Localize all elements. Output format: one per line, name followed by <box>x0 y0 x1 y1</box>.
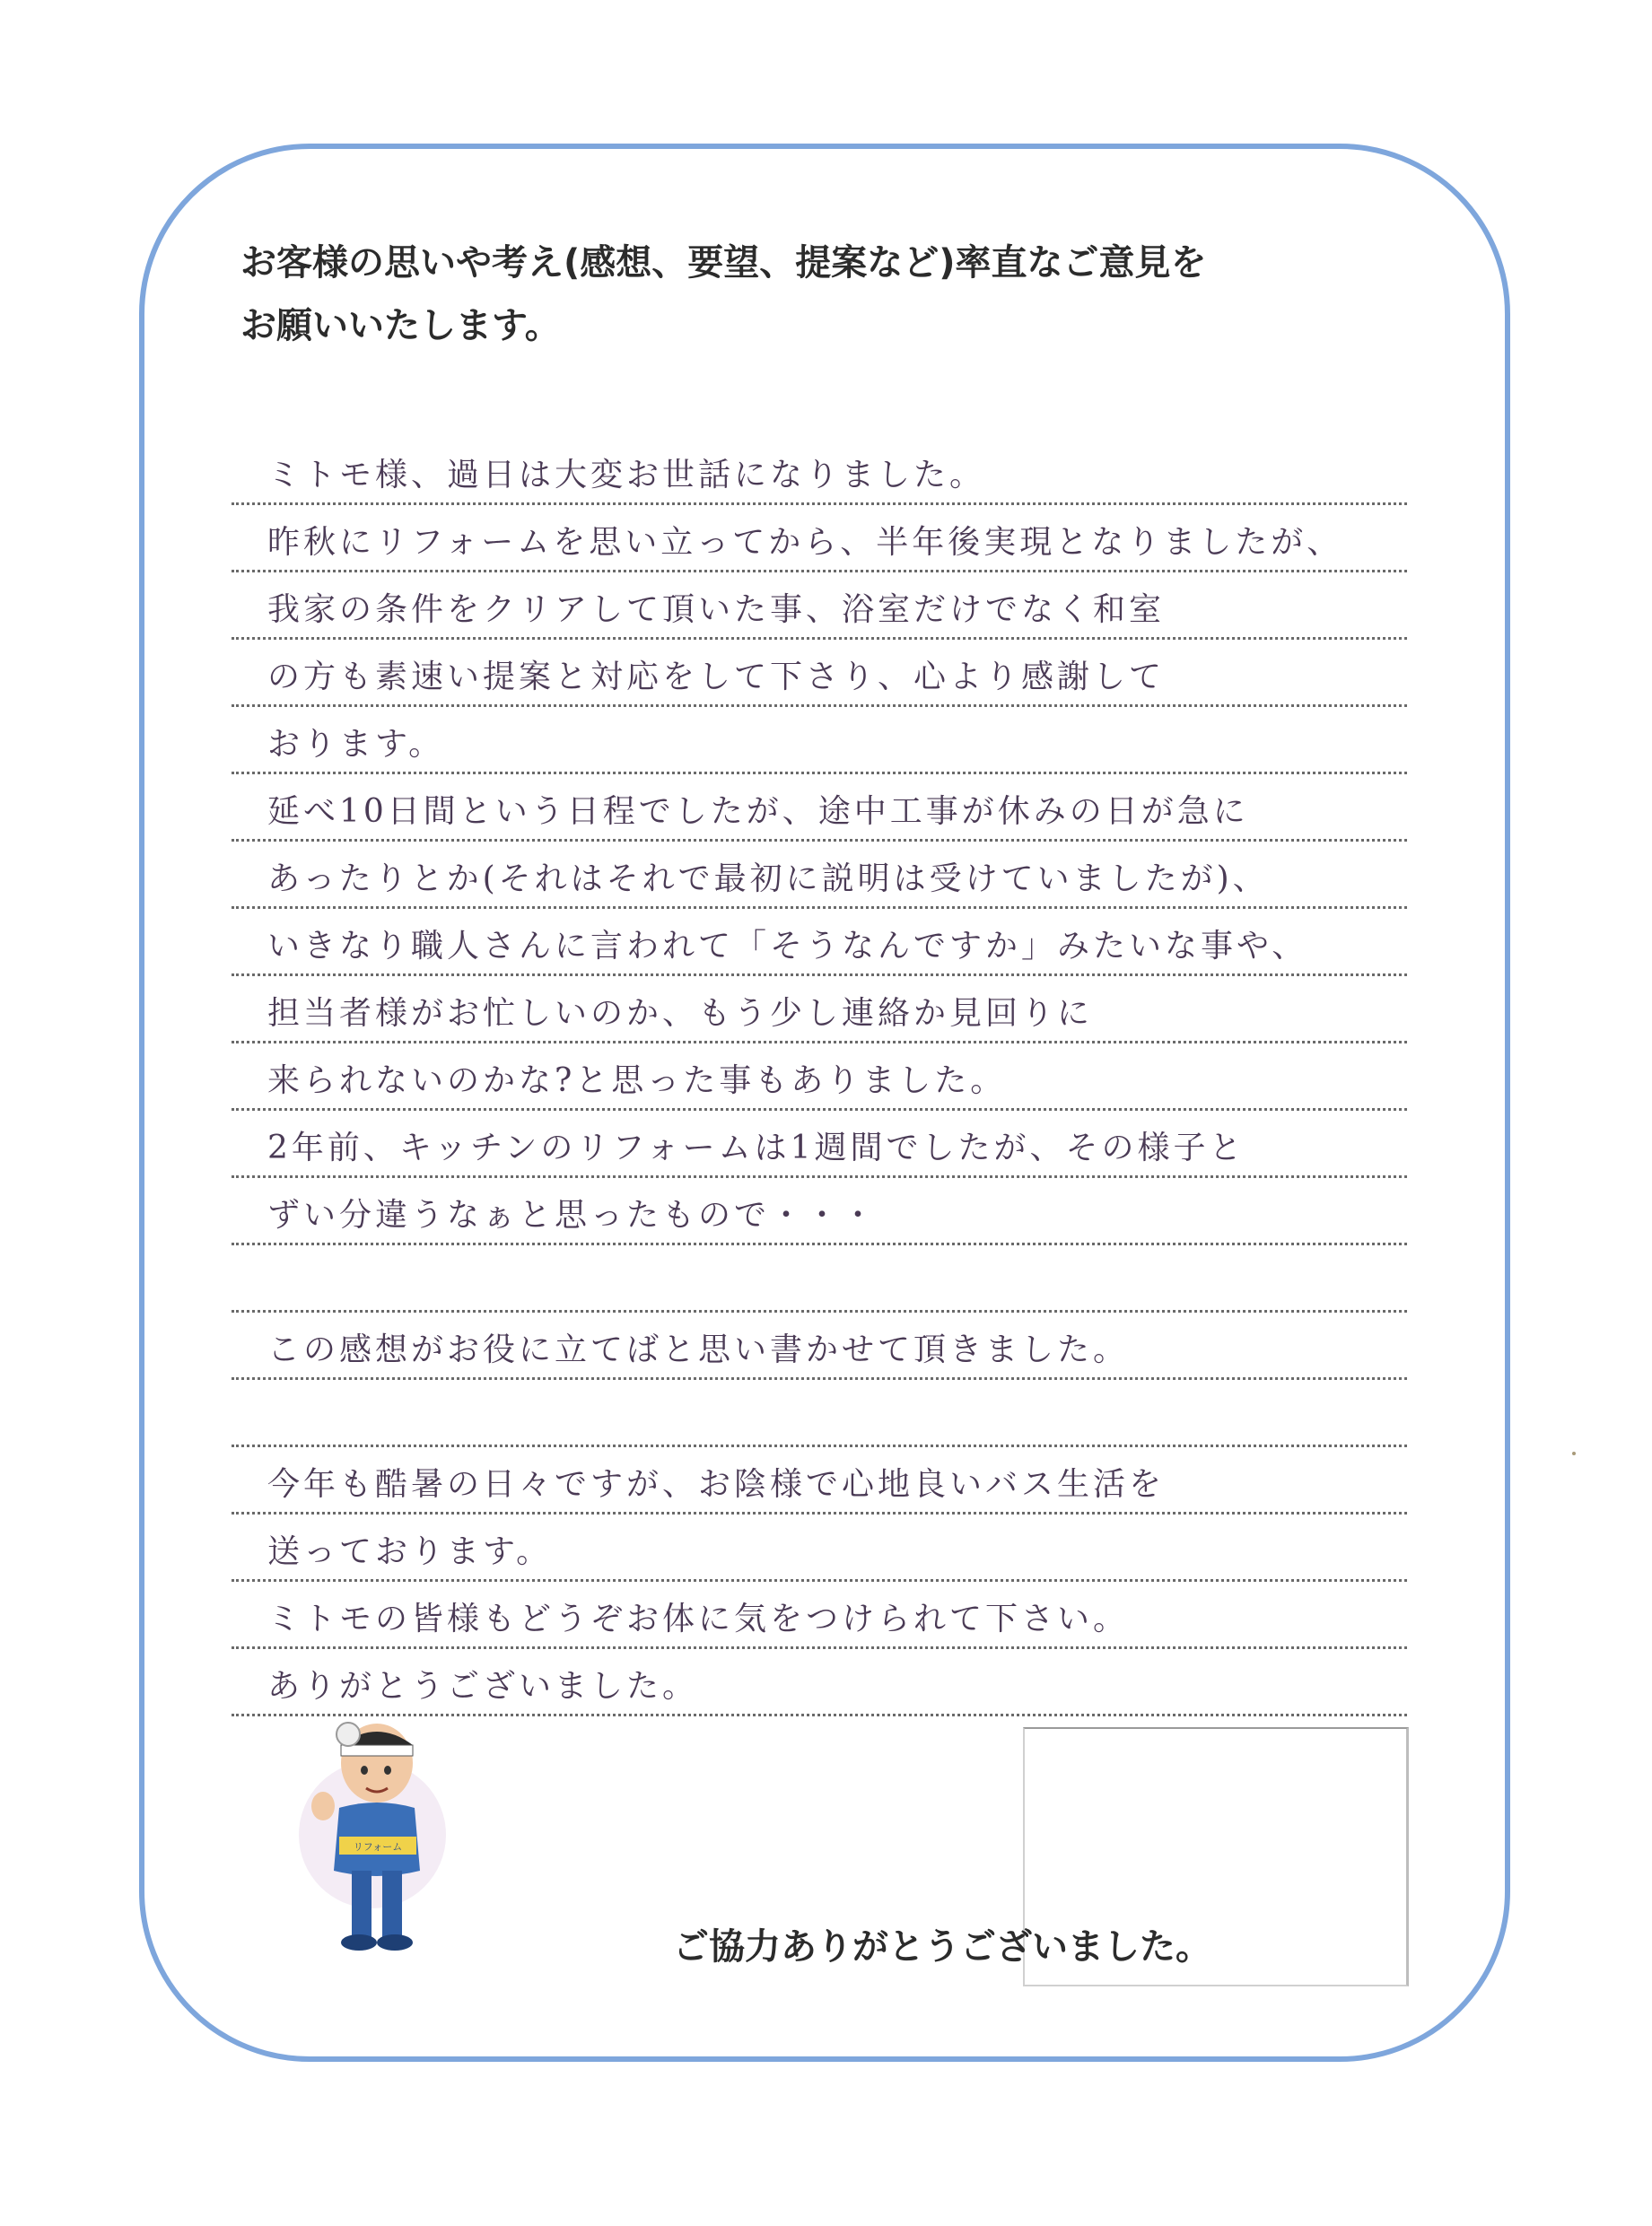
comment-line <box>232 707 1407 774</box>
handwritten-text: あったりとか(それはそれで最初に説明は受けていましたが)、 <box>267 860 1269 897</box>
handwritten-text: 昨秋にリフォームを思い立ってから、半年後実現となりましたが、 <box>267 524 1343 561</box>
handwritten-text: 来られないのかな?と思った事もありました。 <box>267 1062 1007 1099</box>
comment-lines <box>232 438 1407 1716</box>
handwritten-text: ミトモの皆様もどうぞお体に気をつけられて下さい。 <box>267 1601 1130 1637</box>
prompt-line-2: お願いいたします。 <box>240 305 561 346</box>
handwritten-text: 延べ10日間という日程でしたが、途中工事が休みの日が急に <box>267 793 1249 830</box>
prompt-text <box>240 231 1434 357</box>
comment-line <box>232 842 1407 909</box>
comment-line <box>232 1447 1407 1515</box>
comment-line <box>232 572 1407 640</box>
handwritten-text: いきなり職人さんに言われて「そうなんですか」みたいな事や、 <box>267 928 1308 965</box>
mascot-figure-icon <box>287 1718 467 1960</box>
handwritten-text: おります。 <box>267 726 445 763</box>
comment-line <box>232 1043 1407 1111</box>
comment-line <box>232 774 1407 842</box>
scan-speck <box>1572 1452 1576 1455</box>
comment-line <box>232 1245 1407 1313</box>
handwritten-text: ありがとうございました。 <box>267 1668 699 1705</box>
comment-line <box>232 1178 1407 1245</box>
handwritten-text: この感想がお役に立てばと思い書かせて頂きました。 <box>267 1331 1130 1368</box>
handwritten-text: 今年も酷暑の日々ですが、お陰様で心地良いバス生活を <box>267 1466 1166 1503</box>
handwritten-text: 2年前、キッチンのリフォームは1週間でしたが、その様子と <box>267 1130 1246 1166</box>
comment-line <box>232 1515 1407 1582</box>
comment-line <box>232 1111 1407 1178</box>
comment-line <box>232 909 1407 976</box>
comment-line <box>232 1313 1407 1380</box>
handwritten-text: ミトモ様、過日は大変お世話になりました。 <box>267 457 986 493</box>
handwritten-text: 送っております。 <box>267 1533 553 1570</box>
handwritten-text: の方も素速い提案と対応をして下さり、心より感謝して <box>267 659 1166 695</box>
comment-line <box>232 640 1407 707</box>
comment-line <box>232 1380 1407 1447</box>
handwritten-text: 担当者様がお忙しいのか、もう少し連絡か見回りに <box>267 995 1094 1032</box>
handwritten-text: 我家の条件をクリアして頂いた事、浴室だけでなく和室 <box>267 591 1166 628</box>
comment-line <box>232 976 1407 1043</box>
comment-line <box>232 438 1407 505</box>
handwritten-text: ずい分違うなぁと思ったもので・・・ <box>267 1197 878 1234</box>
mascot-badge-text: リフォーム <box>353 1841 403 1853</box>
comment-line <box>232 1649 1407 1716</box>
comment-line <box>232 505 1407 572</box>
prompt-line-1: お客様の思いや考え(感想、要望、提案など)率直なご意見を <box>240 242 1207 284</box>
footer-thanks: ご協力ありがとうございました。 <box>673 1926 1211 1968</box>
comment-line <box>232 1582 1407 1649</box>
